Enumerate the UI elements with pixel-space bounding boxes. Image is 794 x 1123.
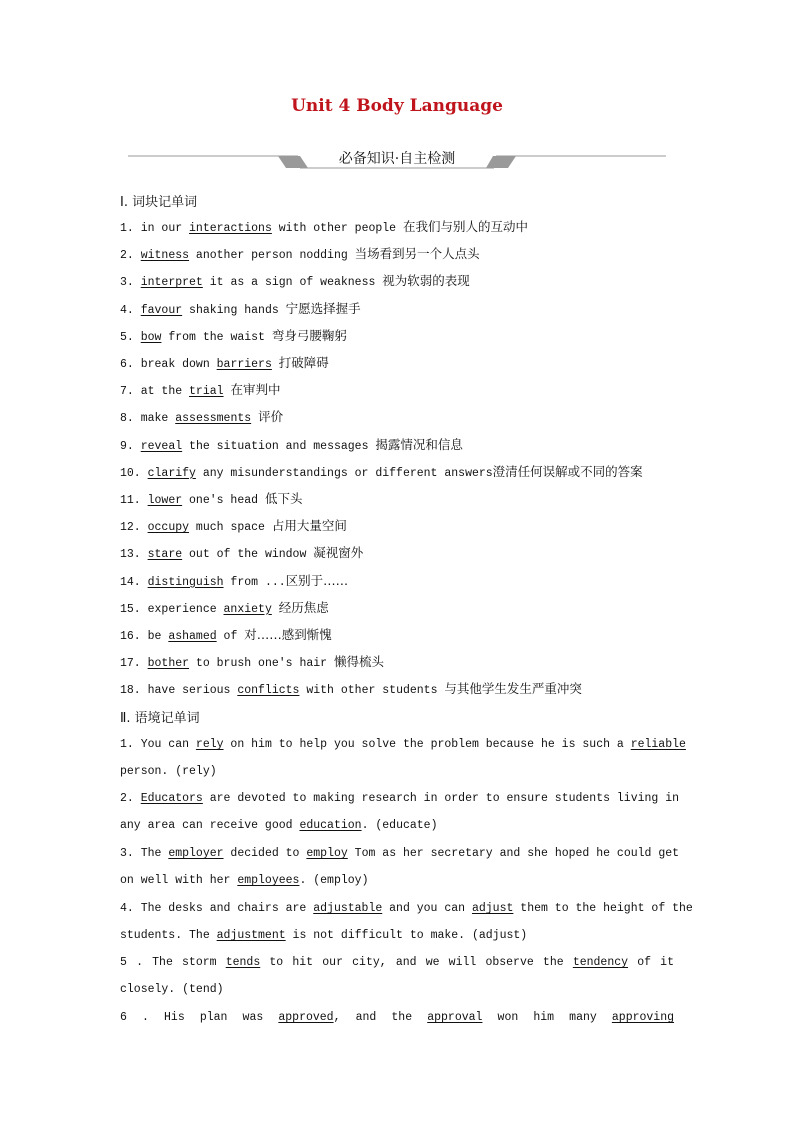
- exercise-line: [120, 845, 679, 863]
- vocab-item: [120, 490, 302, 510]
- section-banner: [128, 146, 666, 170]
- sentence-text: on well with her: [120, 874, 238, 887]
- phrase-text: be: [147, 630, 169, 643]
- chinese-meaning: 澄清任何误解或不同的答案: [492, 463, 643, 479]
- item-number: 10.: [120, 466, 148, 480]
- exercise-line: [120, 817, 437, 835]
- answer-word: tendency: [572, 956, 629, 969]
- chinese-meaning: 懒得梳头: [333, 654, 384, 670]
- chinese-meaning: 经历焦虑: [278, 599, 329, 615]
- phrase-text: in our: [140, 222, 190, 235]
- item-number: 2.: [120, 249, 141, 263]
- phrase-text: with other students: [299, 684, 445, 698]
- sentence-text: person. (rely): [120, 765, 217, 778]
- sentence-text: 5 . The storm: [120, 956, 226, 969]
- item-number: 15.: [120, 602, 148, 616]
- vocab-item: [120, 653, 384, 673]
- answer-word: reveal: [140, 439, 183, 453]
- item-number: 8.: [120, 412, 141, 426]
- answer-word: occupy: [147, 521, 190, 535]
- unit-title: Unit 4 Body Language: [291, 96, 503, 116]
- chinese-meaning: 对……感到惭愧: [244, 627, 332, 642]
- answer-word: ashamed: [168, 630, 217, 643]
- phrase-text: another person nodding: [189, 249, 355, 263]
- answer-word: interpret: [140, 276, 203, 290]
- sentence-text: , and the: [333, 1011, 428, 1024]
- sentence-text: to hit our city, and we will observe the: [260, 956, 573, 969]
- item-number: 3.: [120, 276, 141, 290]
- chinese-meaning: 当场看到另一个人点头: [354, 246, 480, 262]
- vocab-item: [120, 572, 348, 592]
- sentence-text: and you can: [382, 902, 472, 915]
- banner-title: 必备知识·自主检测: [338, 151, 456, 167]
- answer-word: approval: [427, 1011, 483, 1024]
- phrase-text: shaking hands: [182, 303, 286, 317]
- answer-word: reliable: [630, 738, 686, 751]
- sentence-text: 1. You can: [120, 738, 196, 751]
- vocab-item: [120, 300, 361, 320]
- answer-word: bother: [147, 657, 190, 671]
- phrase-text: at the: [140, 385, 190, 399]
- exercise-line: [120, 981, 224, 999]
- sentence-text: 6 . His plan was: [120, 1011, 279, 1024]
- vocab-item: [120, 463, 643, 483]
- phrase-text: experience: [147, 602, 224, 616]
- vocab-item: [120, 327, 347, 347]
- phrase-text: much space: [189, 521, 272, 535]
- chinese-meaning: 揭露情况和信息: [375, 436, 463, 452]
- answer-word: Educators: [140, 792, 203, 805]
- exercise-line: [120, 900, 693, 918]
- answer-word: education: [299, 819, 362, 832]
- exercise-line: [120, 927, 527, 945]
- vocab-item: [120, 544, 363, 564]
- section-heading-1: Ⅰ. 词块记单词: [120, 195, 198, 210]
- answer-word: trial: [189, 385, 224, 399]
- chinese-meaning: 评价: [258, 409, 284, 425]
- answer-word: adjustable: [313, 902, 383, 915]
- answer-word: bow: [140, 330, 162, 344]
- sentence-text: 4. The desks and chairs are: [120, 902, 314, 915]
- answer-word: lower: [147, 494, 183, 507]
- exercise-line: [120, 736, 686, 754]
- answer-word: employees: [237, 874, 300, 887]
- answer-word: barriers: [216, 358, 272, 371]
- vocab-item: [120, 626, 332, 646]
- item-number: 9.: [120, 439, 141, 453]
- vocab-item: [120, 218, 528, 238]
- phrase-text: break down: [140, 358, 217, 371]
- phrase-text: from ...: [223, 575, 286, 589]
- answer-word: approving: [611, 1011, 675, 1024]
- sentence-text: is not difficult to make. (adjust): [285, 929, 528, 942]
- chinese-meaning: 低下头: [264, 491, 303, 506]
- vocab-item: [120, 680, 582, 700]
- sentence-text: Tom as her secretary and she hoped he could get: [347, 847, 680, 860]
- sentence-text: are devoted to making research in order to ensure students living in: [202, 792, 680, 805]
- chinese-meaning: 凝视窗外: [313, 545, 364, 561]
- sentence-text: . (employ): [299, 874, 369, 887]
- item-number: 4.: [120, 303, 141, 317]
- phrase-text: any misunderstandings or different answers: [195, 466, 493, 480]
- phrase-text: out of the window: [182, 548, 314, 562]
- chinese-meaning: 弯身弓腰鞠躬: [271, 327, 347, 343]
- vocab-item: [120, 599, 329, 619]
- chinese-meaning: 与其他学生发生严重冲突: [444, 681, 582, 697]
- answer-word: stare: [147, 548, 183, 562]
- phrase-text: [272, 603, 279, 616]
- sentence-text: any area can receive good: [120, 819, 300, 832]
- answer-word: distinguish: [147, 575, 224, 589]
- phrase-text: of: [216, 630, 245, 643]
- sentence-text: won him many: [482, 1011, 612, 1024]
- chinese-meaning: 占用大量空间: [271, 518, 347, 534]
- item-number: 16.: [120, 630, 148, 643]
- chinese-meaning: 在我们与别人的互动中: [402, 219, 528, 234]
- answer-word: tends: [225, 956, 261, 969]
- chinese-meaning: 区别于……: [285, 572, 349, 588]
- chinese-meaning: 宁愿选择握手: [285, 300, 361, 316]
- item-number: 13.: [120, 548, 148, 562]
- vocab-item: [120, 272, 470, 292]
- phrase-text: [272, 358, 279, 371]
- answer-word: favour: [140, 303, 183, 317]
- phrase-text: the situation and messages: [182, 439, 376, 453]
- answer-word: adjust: [471, 902, 514, 915]
- phrase-text: with other people: [271, 222, 403, 235]
- sentence-text: them to the height of the: [513, 902, 693, 915]
- sentence-text: students. The: [120, 929, 217, 942]
- section-heading-2: Ⅱ. 语境记单词: [120, 711, 200, 726]
- chinese-meaning: 打破障碍: [278, 355, 329, 370]
- item-number: 18.: [120, 684, 148, 698]
- phrase-text: to brush one's hair: [189, 657, 334, 671]
- exercise-line: [120, 872, 368, 890]
- phrase-text: it as a sign of weakness: [202, 276, 383, 290]
- sentence-text: closely. (tend): [120, 983, 224, 996]
- vocab-item: [120, 381, 280, 401]
- answer-word: employ: [306, 847, 348, 860]
- answer-word: witness: [140, 249, 190, 263]
- answer-word: employer: [168, 847, 224, 860]
- item-number: 12.: [120, 521, 148, 535]
- phrase-text: make: [140, 412, 176, 426]
- chinese-meaning: 在审判中: [230, 382, 281, 398]
- answer-word: clarify: [147, 466, 196, 480]
- item-number: 17.: [120, 657, 148, 671]
- item-number: 6.: [120, 358, 141, 371]
- vocab-item: [120, 517, 347, 537]
- vocab-item: [120, 408, 283, 428]
- vocab-item: [120, 245, 480, 265]
- sentence-text: . (educate): [361, 819, 438, 832]
- item-number: 5.: [120, 330, 141, 344]
- item-number: 14.: [120, 575, 148, 589]
- answer-word: rely: [195, 738, 224, 751]
- phrase-text: from the waist: [161, 330, 272, 344]
- sentence-text: of it: [628, 956, 674, 969]
- answer-word: approved: [278, 1011, 334, 1024]
- sentence-text: on him to help you solve the problem because he is such a: [223, 738, 631, 751]
- sentence-text: 2.: [120, 792, 141, 805]
- answer-word: conflicts: [237, 684, 300, 698]
- exercise-line: [120, 763, 217, 781]
- answer-word: anxiety: [223, 602, 272, 616]
- phrase-text: have serious: [147, 684, 238, 698]
- exercise-line: [120, 1009, 674, 1027]
- sentence-text: decided to: [223, 847, 307, 860]
- exercise-line: [120, 790, 679, 808]
- chinese-meaning: 视为软弱的表现: [382, 273, 470, 289]
- sentence-text: 3. The: [120, 847, 169, 860]
- answer-word: interactions: [189, 222, 272, 235]
- vocab-item: [120, 354, 329, 374]
- exercise-line: [120, 954, 674, 972]
- vocab-item: [120, 436, 463, 456]
- item-number: 7.: [120, 385, 141, 399]
- answer-word: adjustment: [216, 929, 286, 942]
- answer-word: assessments: [175, 412, 252, 426]
- item-number: 11.: [120, 494, 148, 507]
- phrase-text: one's head: [182, 494, 265, 507]
- item-number: 1.: [120, 222, 141, 235]
